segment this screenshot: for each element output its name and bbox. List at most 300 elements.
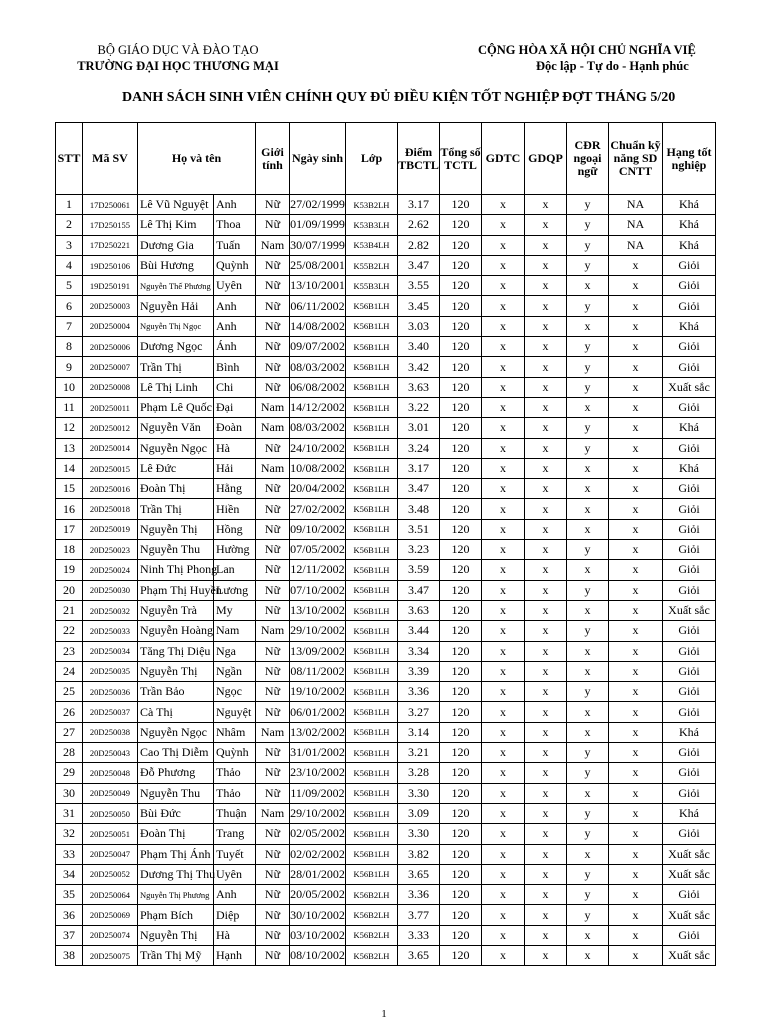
it-skill-cell: NA [609,195,663,215]
gdqp-cell: x [525,803,567,823]
given-name-cell: Chi [214,377,256,397]
table-row [56,296,716,316]
given-name-cell: Uyên [214,864,256,884]
gdqp-cell: x [525,783,567,803]
stt-cell: 12 [56,418,83,438]
language-cell: y [567,235,609,255]
student-id-cell: 20D250033 [83,621,138,641]
gdqp-cell: x [525,540,567,560]
gpa-cell: 3.59 [398,560,440,580]
rank-cell: Khá [663,722,716,742]
birth-date-cell: 11/09/2002 [290,783,346,803]
table-row [56,945,716,965]
it-skill-cell: x [609,925,663,945]
birth-date-cell: 14/12/2002 [290,397,346,417]
class-cell: K53B4LH [346,235,398,255]
credits-cell: 120 [440,600,482,620]
language-cell: x [567,661,609,681]
gpa-cell: 3.33 [398,925,440,945]
gender-cell: Nữ [256,255,290,275]
gpa-cell: 3.44 [398,621,440,641]
table-row [56,499,716,519]
it-skill-cell: x [609,661,663,681]
language-cell: y [567,215,609,235]
gpa-cell: 3.36 [398,885,440,905]
col-header-total-credits: Tổng số TCTL [440,123,482,195]
gdqp-cell: x [525,763,567,783]
gender-cell: Nữ [256,580,290,600]
rank-cell: Giỏi [663,682,716,702]
gpa-cell: 3.82 [398,844,440,864]
birth-date-cell: 31/01/2002 [290,743,346,763]
birth-date-cell: 30/10/2002 [290,905,346,925]
given-name-cell: Ánh [214,337,256,357]
gdtc-cell: x [482,824,525,844]
table-row [56,641,716,661]
it-skill-cell: x [609,580,663,600]
gender-cell: Nữ [256,296,290,316]
gdtc-cell: x [482,255,525,275]
gdtc-cell: x [482,418,525,438]
given-name-cell: Bình [214,357,256,377]
gdqp-cell: x [525,418,567,438]
given-name-cell: Hằng [214,479,256,499]
table-row [56,479,716,499]
gdqp-cell: x [525,499,567,519]
stt-cell: 14 [56,458,83,478]
credits-cell: 120 [440,377,482,397]
gpa-cell: 3.27 [398,702,440,722]
rank-cell: Khá [663,235,716,255]
col-header-birth-date: Ngày sinh [290,123,346,195]
student-id-cell: 20D250052 [83,864,138,884]
stt-cell: 15 [56,479,83,499]
stt-cell: 4 [56,255,83,275]
surname-cell: Lê Vũ Nguyệt [138,195,214,215]
credits-cell: 120 [440,682,482,702]
class-cell: K56B1LH [346,661,398,681]
gpa-cell: 3.63 [398,377,440,397]
it-skill-cell: x [609,682,663,702]
given-name-cell: Đại [214,397,256,417]
birth-date-cell: 01/09/1999 [290,215,346,235]
student-id-cell: 20D250016 [83,479,138,499]
gdqp-cell: x [525,296,567,316]
col-header-it-skill: Chuẩn kỹ năng SD CNTT [609,123,663,195]
given-name-cell: Đoàn [214,418,256,438]
school-header [68,42,288,74]
gender-cell: Nữ [256,438,290,458]
surname-cell: Dương Ngọc [138,337,214,357]
language-cell: y [567,540,609,560]
class-cell: K56B2LH [346,945,398,965]
gdqp-cell: x [525,702,567,722]
gdqp-cell: x [525,743,567,763]
rank-cell: Giỏi [663,925,716,945]
table-row [56,540,716,560]
gender-cell: Nữ [256,682,290,702]
class-cell: K56B1LH [346,438,398,458]
surname-cell: Dương Thị Thu [138,864,214,884]
rank-cell: Giỏi [663,438,716,458]
credits-cell: 120 [440,458,482,478]
rank-cell: Giỏi [663,763,716,783]
gdtc-cell: x [482,661,525,681]
it-skill-cell: x [609,803,663,823]
it-skill-cell: NA [609,215,663,235]
stt-cell: 27 [56,722,83,742]
gpa-cell: 3.34 [398,641,440,661]
student-id-cell: 19D250106 [83,255,138,275]
class-cell: K56B1LH [346,580,398,600]
credits-cell: 120 [440,864,482,884]
rank-cell: Giỏi [663,824,716,844]
credits-cell: 120 [440,479,482,499]
table-row [56,418,716,438]
gdqp-cell: x [525,722,567,742]
credits-cell: 120 [440,255,482,275]
gdqp-cell: x [525,337,567,357]
student-id-cell: 20D250006 [83,337,138,357]
gdtc-cell: x [482,438,525,458]
gpa-cell: 3.63 [398,600,440,620]
col-header-gdtc: GDTC [482,123,525,195]
it-skill-cell: x [609,743,663,763]
language-cell: y [567,864,609,884]
credits-cell: 120 [440,316,482,336]
stt-cell: 34 [56,864,83,884]
birth-date-cell: 14/08/2002 [290,316,346,336]
student-id-cell: 17D250061 [83,195,138,215]
language-cell: y [567,357,609,377]
republic-name: CỘNG HÒA XÃ HỘI CHỦ NGHĨA VIỆ [478,43,696,57]
gender-cell: Nam [256,803,290,823]
surname-cell: Nguyễn Thị [138,661,214,681]
surname-cell: Đoàn Thị [138,479,214,499]
gdtc-cell: x [482,195,525,215]
table-row [56,438,716,458]
table-row [56,519,716,539]
class-cell: K56B1LH [346,783,398,803]
student-id-cell: 17D250221 [83,235,138,255]
gpa-cell: 3.14 [398,722,440,742]
given-name-cell: Trang [214,824,256,844]
graduation-table [55,122,716,966]
table-row [56,580,716,600]
gpa-cell: 3.23 [398,540,440,560]
rank-cell: Giỏi [663,783,716,803]
it-skill-cell: x [609,255,663,275]
student-id-cell: 20D250024 [83,560,138,580]
table-row [56,235,716,255]
class-cell: K56B1LH [346,418,398,438]
gdtc-cell: x [482,580,525,600]
language-cell: y [567,337,609,357]
rank-cell: Giỏi [663,661,716,681]
student-id-cell: 20D250003 [83,296,138,316]
gdqp-cell: x [525,580,567,600]
gdtc-cell: x [482,803,525,823]
student-id-cell: 20D250074 [83,925,138,945]
birth-date-cell: 08/10/2002 [290,945,346,965]
col-header-class: Lớp [346,123,398,195]
table-row [56,560,716,580]
student-id-cell: 20D250069 [83,905,138,925]
credits-cell: 120 [440,824,482,844]
gdtc-cell: x [482,357,525,377]
birth-date-cell: 10/08/2002 [290,458,346,478]
birth-date-cell: 08/11/2002 [290,661,346,681]
gpa-cell: 3.40 [398,337,440,357]
language-cell: y [567,885,609,905]
credits-cell: 120 [440,337,482,357]
given-name-cell: Ngần [214,661,256,681]
surname-cell: Đoàn Thị [138,824,214,844]
stt-cell: 33 [56,844,83,864]
class-cell: K56B1LH [346,864,398,884]
gpa-cell: 3.28 [398,763,440,783]
birth-date-cell: 12/11/2002 [290,560,346,580]
gpa-cell: 3.30 [398,783,440,803]
class-cell: K56B2LH [346,885,398,905]
table-header-row [56,123,716,195]
class-cell: K56B1LH [346,519,398,539]
gdqp-cell: x [525,682,567,702]
it-skill-cell: x [609,600,663,620]
rank-cell: Giỏi [663,540,716,560]
stt-cell: 25 [56,682,83,702]
student-id-cell: 20D250037 [83,702,138,722]
stt-cell: 31 [56,803,83,823]
rank-cell: Khá [663,195,716,215]
credits-cell: 120 [440,499,482,519]
stt-cell: 32 [56,824,83,844]
national-motto: Độc lập - Tự do - Hạnh phúc [536,59,689,73]
ministry-name: BỘ GIÁO DỤC VÀ ĐÀO TẠO [97,43,259,57]
language-cell: x [567,783,609,803]
stt-cell: 6 [56,296,83,316]
stt-cell: 23 [56,641,83,661]
gdqp-cell: x [525,195,567,215]
birth-date-cell: 25/08/2001 [290,255,346,275]
gender-cell: Nữ [256,885,290,905]
class-cell: K56B1LH [346,296,398,316]
birth-date-cell: 09/10/2002 [290,519,346,539]
stt-cell: 16 [56,499,83,519]
stt-cell: 28 [56,743,83,763]
student-id-cell: 20D250049 [83,783,138,803]
credits-cell: 120 [440,195,482,215]
credits-cell: 120 [440,783,482,803]
gender-cell: Nữ [256,945,290,965]
class-cell: K56B1LH [346,743,398,763]
credits-cell: 120 [440,661,482,681]
student-id-cell: 20D250047 [83,844,138,864]
birth-date-cell: 20/04/2002 [290,479,346,499]
gender-cell: Nữ [256,337,290,357]
it-skill-cell: x [609,479,663,499]
gender-cell: Nam [256,397,290,417]
rank-cell: Xuất sắc [663,844,716,864]
stt-cell: 17 [56,519,83,539]
gdtc-cell: x [482,905,525,925]
language-cell: y [567,743,609,763]
surname-cell: Nguyễn Trà [138,600,214,620]
gdtc-cell: x [482,682,525,702]
birth-date-cell: 07/05/2002 [290,540,346,560]
col-header-full-name: Họ và tên [138,123,256,195]
student-id-cell: 20D250007 [83,357,138,377]
gpa-cell: 3.45 [398,296,440,316]
student-id-cell: 20D250051 [83,824,138,844]
given-name-cell: Thuận [214,803,256,823]
gdtc-cell: x [482,397,525,417]
credits-cell: 120 [440,945,482,965]
gender-cell: Nữ [256,783,290,803]
credits-cell: 120 [440,357,482,377]
student-id-cell: 20D250019 [83,519,138,539]
gdqp-cell: x [525,621,567,641]
class-cell: K56B1LH [346,377,398,397]
table-row [56,316,716,336]
table-row [56,397,716,417]
class-cell: K56B1LH [346,337,398,357]
gdtc-cell: x [482,479,525,499]
gpa-cell: 3.51 [398,519,440,539]
gdtc-cell: x [482,560,525,580]
language-cell: x [567,945,609,965]
birth-date-cell: 13/09/2002 [290,641,346,661]
class-cell: K56B1LH [346,844,398,864]
gpa-cell: 3.22 [398,397,440,417]
student-id-cell: 20D250036 [83,682,138,702]
class-cell: K56B1LH [346,357,398,377]
stt-cell: 13 [56,438,83,458]
language-cell: x [567,397,609,417]
gdqp-cell: x [525,925,567,945]
gdtc-cell: x [482,235,525,255]
given-name-cell: Anh [214,316,256,336]
rank-cell: Giỏi [663,479,716,499]
language-cell: y [567,195,609,215]
student-id-cell: 20D250014 [83,438,138,458]
rank-cell: Giỏi [663,743,716,763]
it-skill-cell: x [609,844,663,864]
stt-cell: 26 [56,702,83,722]
it-skill-cell: x [609,722,663,742]
student-id-cell: 20D250015 [83,458,138,478]
language-cell: y [567,255,609,275]
table-row [56,276,716,296]
language-cell: y [567,682,609,702]
col-header-language: CĐR ngoại ngữ [567,123,609,195]
surname-cell: Nguyễn Hải [138,296,214,316]
gdtc-cell: x [482,945,525,965]
gender-cell: Nữ [256,925,290,945]
gdtc-cell: x [482,316,525,336]
given-name-cell: Tuyết [214,844,256,864]
given-name-cell: My [214,600,256,620]
given-name-cell: Uyên [214,276,256,296]
language-cell: x [567,499,609,519]
col-header-gender: Giới tính [256,123,290,195]
stt-cell: 7 [56,316,83,336]
birth-date-cell: 30/07/1999 [290,235,346,255]
page-number: 1 [381,1008,387,1020]
birth-date-cell: 02/05/2002 [290,824,346,844]
given-name-cell: Hà [214,438,256,458]
table-row [56,824,716,844]
table-row [56,702,716,722]
stt-cell: 30 [56,783,83,803]
stt-cell: 29 [56,763,83,783]
gdqp-cell: x [525,661,567,681]
it-skill-cell: x [609,357,663,377]
birth-date-cell: 08/03/2002 [290,357,346,377]
it-skill-cell: x [609,540,663,560]
gpa-cell: 3.47 [398,580,440,600]
birth-date-cell: 23/10/2002 [290,763,346,783]
surname-cell: Dương Gia [138,235,214,255]
credits-cell: 120 [440,215,482,235]
gdtc-cell: x [482,702,525,722]
stt-cell: 21 [56,600,83,620]
birth-date-cell: 07/10/2002 [290,580,346,600]
surname-cell: Nguyễn Thị Phương [138,885,214,905]
stt-cell: 1 [56,195,83,215]
gender-cell: Nữ [256,661,290,681]
surname-cell: Tăng Thị Diệu [138,641,214,661]
birth-date-cell: 27/02/2002 [290,499,346,519]
language-cell: y [567,803,609,823]
table-row [56,255,716,275]
language-cell: x [567,519,609,539]
rank-cell: Giỏi [663,337,716,357]
class-cell: K56B2LH [346,905,398,925]
gender-cell: Nữ [256,743,290,763]
birth-date-cell: 08/03/2002 [290,418,346,438]
gdtc-cell: x [482,458,525,478]
table-row [56,357,716,377]
birth-date-cell: 27/02/1999 [290,195,346,215]
gender-cell: Nữ [256,905,290,925]
surname-cell: Phạm Lê Quốc [138,397,214,417]
it-skill-cell: x [609,945,663,965]
gdqp-cell: x [525,458,567,478]
surname-cell: Trần Thị [138,357,214,377]
stt-cell: 37 [56,925,83,945]
it-skill-cell: x [609,316,663,336]
class-cell: K56B1LH [346,316,398,336]
rank-cell: Giỏi [663,296,716,316]
it-skill-cell: x [609,824,663,844]
given-name-cell: Thảo [214,783,256,803]
gdqp-cell: x [525,864,567,884]
class-cell: K56B1LH [346,540,398,560]
stt-cell: 11 [56,397,83,417]
gender-cell: Nam [256,418,290,438]
birth-date-cell: 06/01/2002 [290,702,346,722]
student-id-cell: 20D250008 [83,377,138,397]
surname-cell: Bùi Hương [138,255,214,275]
credits-cell: 120 [440,743,482,763]
student-id-cell: 20D250032 [83,600,138,620]
language-cell: y [567,621,609,641]
language-cell: y [567,418,609,438]
col-header-rank: Hạng tốt nghiệp [663,123,716,195]
gdtc-cell: x [482,377,525,397]
stt-cell: 18 [56,540,83,560]
